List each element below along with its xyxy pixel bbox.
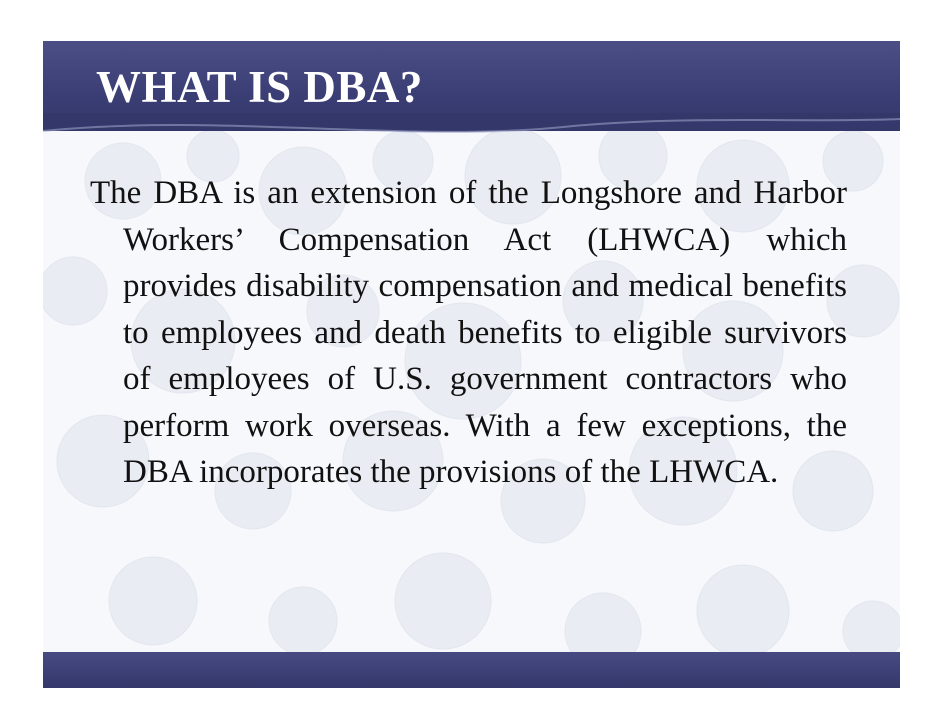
footer-bar <box>43 652 900 688</box>
slide-title: WHAT IS DBA? <box>96 62 423 112</box>
slide-body-text: The DBA is an extension of the Longshore and Harbor Workers’ Compensation Act (LHWCA) which provides disability compensation and medical benefits to employees and death benefits to eligible survivors of employees of U.S. government contractors who perform work overseas. With a few exceptions, the DBA incorporates the provisions of the LHWCA. <box>90 175 847 490</box>
header-wave-decoration <box>43 113 900 153</box>
